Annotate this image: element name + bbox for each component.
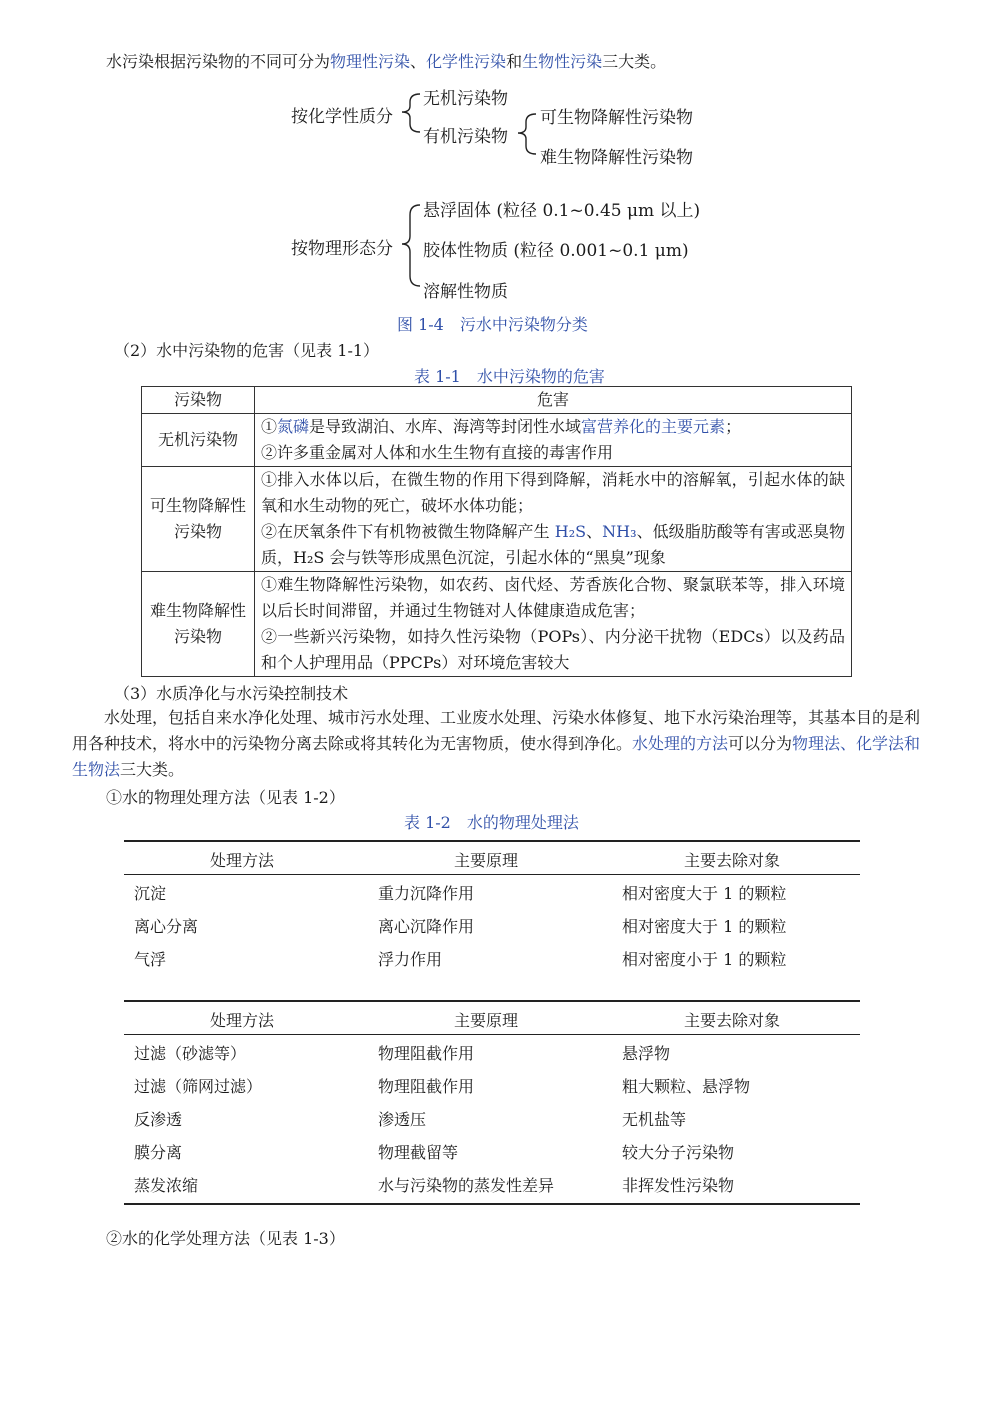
row-name: 可生物降解性污染物 xyxy=(142,467,255,572)
chem-inorganic: 无机污染物 xyxy=(423,89,508,109)
table-row xyxy=(142,467,852,572)
row-hazard: ①排入水体以后，在微生物的作用下得到降解，消耗水中的溶解氧，引起水体的缺氧和水生动物的死亡，破坏水体功能； ②在厌氧条件下有机物被微生物降解产生 H₂S、NH₃、低级脂肪酸等有害或恶臭物质，H₂S 会与铁等形成黑色沉淀，引起水体的“黑臭”现象 xyxy=(255,467,852,572)
table-row: 气浮 浮力作用 相对密度小于 1 的颗粒 xyxy=(134,950,787,969)
table-row: 反渗透 渗透压 无机盐等 xyxy=(134,1110,687,1129)
three-methods-term: 物理法、化学法和生物法 xyxy=(72,734,921,779)
physical-methods-heading: ①水的物理处理方法（见表 1-2） xyxy=(106,788,345,807)
table-header-row: 处理方法 主要原理 主要去除对象 xyxy=(210,851,781,870)
chem-biodegradable: 可生物降解性污染物 xyxy=(540,108,693,128)
table-row: 过滤（砂滤等） 物理阻截作用 悬浮物 xyxy=(134,1044,671,1063)
header-pollutant: 污染物 xyxy=(142,387,255,414)
row-name: 无机污染物 xyxy=(142,414,255,467)
nh3-term: NH₃ xyxy=(602,522,637,541)
phys-label: 按物理形态分 xyxy=(291,239,393,259)
table-row: 膜分离 物理截留等 较大分子污染物 xyxy=(134,1143,735,1162)
table-pollutant-hazards xyxy=(141,386,852,677)
figure-caption: 图 1-4 污水中污染物分类 xyxy=(397,315,588,334)
table-row xyxy=(142,414,852,467)
phys-suspended: 悬浮固体 (粒径 0.1~0.45 μm 以上) xyxy=(423,201,701,221)
brace-lines xyxy=(0,0,992,320)
type-biological: 生物性污染 xyxy=(522,52,603,71)
row-hazard: ①氮磷是导致湖泊、水库、海湾等封闭性水域富营养化的主要元素； ②许多重金属对人体和水生生物有直接的毒害作用 xyxy=(255,414,852,467)
intro-line: 水污染根据污染物的不同可分为物理性污染、化学性污染和生物性污染三大类。 xyxy=(106,52,667,71)
chem-organic: 有机污染物 xyxy=(423,127,508,147)
brace-phys xyxy=(402,205,420,286)
section3-heading: （3）水质净化与水污染控制技术 xyxy=(114,684,349,703)
h2s-term: H₂S xyxy=(554,522,587,541)
water-treatment-paragraph: 水处理，包括自来水净化处理、城市污水处理、工业废水处理、污染水体修复、地下水污染治理等，其基本目的是利用各种技术，将水中的污染物分离去除或将其转化为无害物质，使水得到净化。水处理的方法可以分为物理法、化学法和生物法三大类。 xyxy=(72,708,921,779)
table-header-row: 处理方法 主要原理 主要去除对象 xyxy=(210,1011,781,1030)
table-row: 离心分离 离心沉降作用 相对密度大于 1 的颗粒 xyxy=(134,917,787,936)
table-row xyxy=(142,572,852,677)
table12-caption: 表 1-2 水的物理处理法 xyxy=(404,813,579,832)
chemical-methods-heading: ②水的化学处理方法（见表 1-3） xyxy=(106,1229,345,1248)
table-row: 过滤（筛网过滤） 物理阻截作用 粗大颗粒、悬浮物 xyxy=(134,1077,751,1096)
table-row: 沉淀 重力沉降作用 相对密度大于 1 的颗粒 xyxy=(134,884,787,903)
type-chemical: 化学性污染 xyxy=(426,52,507,71)
table-row: 蒸发浓缩 水与污染物的蒸发性差异 非挥发性污染物 xyxy=(134,1176,735,1195)
eutrophication-element: 富营养化的主要元素 xyxy=(581,417,726,436)
row-name: 难生物降解性污染物 xyxy=(142,572,255,677)
treatment-methods-term: 水处理的方法 xyxy=(632,734,729,753)
phys-dissolved: 溶解性物质 xyxy=(423,282,508,302)
nitrogen-phosphorus: 氮磷 xyxy=(277,417,310,436)
table-physical-part1 xyxy=(124,840,860,980)
row-hazard: ①难生物降解性污染物，如农药、卤代烃、芳香族化合物、聚氯联苯等，排入环境以后长时间滞留，并通过生物链对人体健康造成危害； ②一些新兴污染物，如持久性污染物（POPs）、内分泌干扰物（EDCs）以及药品和个人护理用品（PPCPs）对环境危害较大 xyxy=(255,572,852,677)
chem-nonbiodegradable: 难生物降解性污染物 xyxy=(540,148,693,168)
brace-organic xyxy=(518,114,536,154)
phys-colloid: 胶体性物质 (粒径 0.001~0.1 μm) xyxy=(423,241,689,261)
table11-caption: 表 1-1 水中污染物的危害 xyxy=(414,367,605,386)
table-header-row xyxy=(142,387,852,414)
header-hazard: 危害 xyxy=(255,387,852,414)
brace-chem xyxy=(402,94,420,132)
chem-label: 按化学性质分 xyxy=(291,107,393,127)
section2-heading: （2）水中污染物的危害（见表 1-1） xyxy=(114,341,380,360)
type-physical: 物理性污染 xyxy=(330,52,411,71)
table-physical-part2 xyxy=(124,1000,860,1206)
